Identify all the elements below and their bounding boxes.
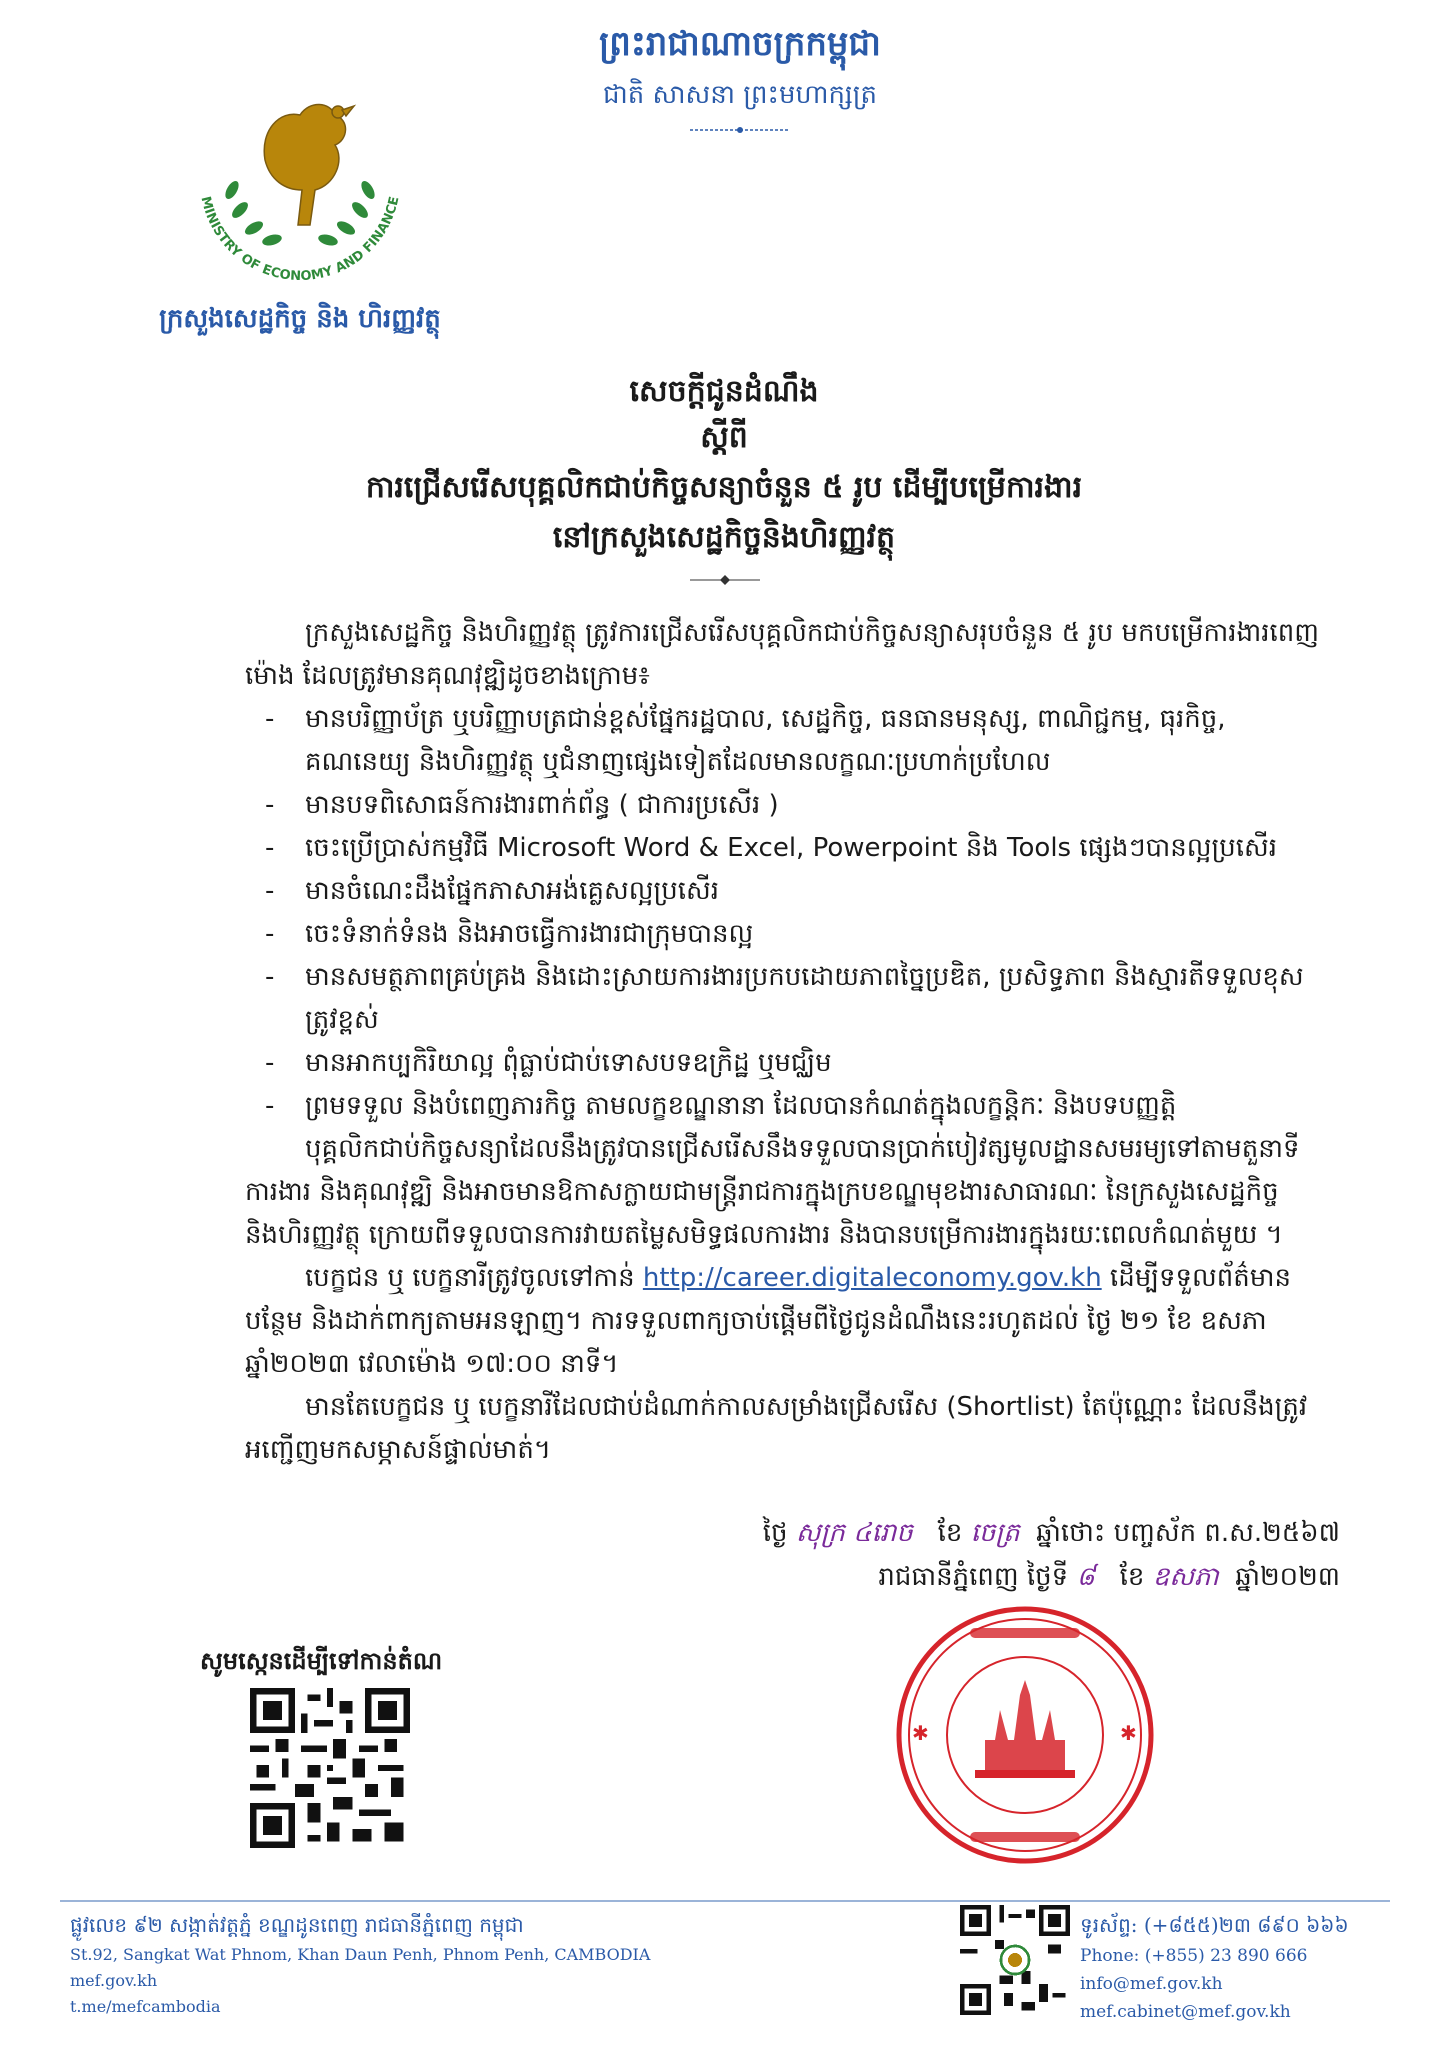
- qr-code-icon[interactable]: [250, 1688, 410, 1848]
- email-info-link[interactable]: info@mef.gov.kh: [1080, 1974, 1223, 1994]
- motto-ornament-icon: [690, 125, 790, 135]
- list-item: - មានបទពិសោធន៍ការងារពាក់ព័ន្ធ ( ជាការប្រសើរ ): [265, 790, 779, 820]
- list-item: - មានសមត្ថភាពគ្រប់គ្រង និងដោះស្រាយការងារប្រកបដោយភាពច្នៃប្រឌិត, ប្រសិទ្ធភាព និងស្មារតីទទួលខុសត្រូវខ្ពស់: [265, 962, 1304, 1035]
- footer-qr-code-icon[interactable]: [960, 1905, 1070, 2015]
- list-item: - មានបរិញ្ញាប័ត្រ ឬបរិញ្ញាបត្រជាន់ខ្ពស់ផ្នែករដ្ឋបាល, សេដ្ឋកិច្ច, ធនធានមនុស្ស, ពាណិជ្ជកម្ម, ធុរកិច្ច, គណនេយ្យ និងហិរញ្ញវត្ថុ ឬជំនាញផ្សេងទៀតដែលមានលក្ខណៈប្រហាក់ប្រហែល: [265, 704, 1226, 777]
- lunar-month-handwritten: ចេត្រ: [970, 1518, 1020, 1548]
- notice-subject-line2: នៅក្រសួងសេដ្ឋកិច្ចនិងហិរញ្ញវត្ថុ: [552, 520, 896, 555]
- telegram-link[interactable]: t.me/mefcambodia: [70, 1997, 221, 2016]
- address-khmer: ផ្លូវលេខ ៩២ សង្កាត់វត្តភ្នំ ខណ្ឌដូនពេញ រាជធានីភ្នំពេញ កម្ពុជា: [70, 1913, 524, 1937]
- lunar-date: ថ្ងៃ សុក្រ ៤រោច ខែ ចេត្រ ឆ្នាំថោះ បញ្ចស័ក ព.ស.២៥៦៧: [762, 1518, 1340, 1548]
- svg-text:✱: ✱: [1120, 1721, 1137, 1745]
- shortlist-paragraph: មានតែបេក្ខជន ឬ បេក្ខនារីដែលជាប់ដំណាក់កាលសម្រាំងជ្រើសរើស (Shortlist) តែប៉ុណ្ណោះ ដែលនឹងត្រូវអញ្ជើញមកសម្ភាសន៍ផ្ទាល់មាត់។: [245, 1392, 1308, 1465]
- title-ornament-icon: [690, 574, 760, 586]
- logo-caption: MINISTRY OF ECONOMY AND FINANCE: [197, 195, 403, 285]
- svg-text:✱: ✱: [912, 1721, 929, 1745]
- requirements-list: [245, 698, 1335, 1128]
- website-link[interactable]: mef.gov.kh: [70, 1971, 158, 1990]
- notice-title: សេចក្តីជូនដំណឹង: [629, 374, 819, 409]
- lunar-day-handwritten: សុក្រ ៤រោច: [795, 1518, 913, 1548]
- footer-divider: [60, 1900, 1390, 1902]
- ministry-name: ក្រសួងសេដ្ឋកិច្ច និង ហិរញ្ញវត្ថុ: [159, 304, 441, 334]
- list-item: - ព្រមទទួល និងបំពេញភារកិច្ច តាមលក្ខខណ្ឌនានា ដែលបានកំណត់ក្នុងលក្ខន្តិកៈ និងបទបញ្ញត្តិ: [265, 1091, 1177, 1121]
- list-item: - ចេះប្រើប្រាស់កម្មវិធី Microsoft Word & Excel, Powerpoint និង Tools ផ្សេងៗបានល្អប្រសើរ: [265, 833, 1278, 863]
- phone-english: Phone: (+855) 23 890 666: [1080, 1946, 1308, 1966]
- notice-body: [245, 612, 1335, 1472]
- solar-month-handwritten: ឧសភា: [1152, 1562, 1219, 1592]
- email-cabinet-link[interactable]: mef.cabinet@mef.gov.kh: [1080, 2002, 1291, 2022]
- ministry-logo-icon: [170, 40, 430, 300]
- national-motto: ជាតិ សាសនា ព្រះមហាក្សត្រ: [603, 80, 877, 110]
- kingdom-heading: ព្រះរាជាណាចក្រកម្ពុជា: [599, 24, 881, 64]
- phone-khmer: ទូរស័ព្ទ: (+៨៥៥)២៣ ៨៩០ ៦៦៦: [1080, 1913, 1349, 1937]
- list-item: - មានអាកប្បកិរិយាល្អ ពុំធ្លាប់ជាប់ទោសបទឧក្រិដ្ឋ ឬមជ្ឈិម: [265, 1048, 832, 1078]
- address-english: St.92, Sangkat Wat Phnom, Khan Daun Penh, Phnom Penh, CAMBODIA: [70, 1945, 651, 1964]
- footer-contact: [1080, 1908, 1400, 2026]
- solar-date: រាជធានីភ្នំពេញ ថ្ងៃទី ៨ ខែ ឧសភា ឆ្នាំ២០២៣: [878, 1562, 1340, 1592]
- official-seal-icon: [890, 1600, 1160, 1870]
- application-paragraph: បេក្ខជន ឬ បេក្ខនារីត្រូវចូលទៅកាន់ http://career.digitaleconomy.gov.kh ដើម្បីទទួលព័ត៌មានបន្ថែម និងដាក់ពាក្យតាមអនឡាញ។ ការទទួលពាក្យចាប់ផ្តើមពីថ្ងៃជូនដំណឹងនេះរហូតដល់ ថ្ងៃ ២១ ខែ ឧសភា ឆ្នាំ២០២៣ វេលាម៉ោង ១៧:០០ នាទី។: [245, 1263, 1291, 1379]
- salary-paragraph: បុគ្គលិកជាប់កិច្ចសន្យាដែលនឹងត្រូវបានជ្រើសរើសនឹងទទួលបានប្រាក់បៀវត្សមូលដ្ឋានសមរម្យទៅតាមតួនាទីការងារ និងគុណវុឌ្ឍិ និងអាចមានឱកាសក្លាយជាមន្ត្រីរាជការក្នុងក្របខណ្ឌមុខងារសាធារណៈ នៃក្រសួងសេដ្ឋកិច្ច និងហិរញ្ញវត្ថុ ក្រោយពីទទួលបានការវាយតម្លៃសមិទ្ធផលការងារ និងបានបម្រើការងារក្នុងរយៈពេលកំណត់មួយ ។: [245, 1134, 1300, 1250]
- intro-paragraph: ក្រសួងសេដ្ឋកិច្ច និងហិរញ្ញវត្ថុ ត្រូវការជ្រើសរើសបុគ្គលិកជាប់កិច្ចសន្យាសរុបចំនួន ៥ រូប មកបម្រើការងារពេញម៉ោង ដែលត្រូវមានគុណវុឌ្ឍិដូចខាងក្រោម៖: [245, 618, 1320, 691]
- notice-subject-label: ស្តីពី: [700, 420, 748, 455]
- notice-subject-line1: ការជ្រើសរើសបុគ្គលិកជាប់កិច្ចសន្យាចំនួន ៥ រូប ដើម្បីបម្រើការងារ: [365, 470, 1083, 505]
- list-item: - ចេះទំនាក់ទំនង និងអាចធ្វើការងារជាក្រុមបានល្អ: [265, 919, 754, 949]
- footer-address: [70, 1908, 670, 2020]
- scan-instruction: សូមស្កេនដើម្បីទៅកាន់តំណ: [200, 1647, 443, 1675]
- list-item: - មានចំណេះដឹងផ្នែកភាសាអង់គ្លេសល្អប្រសើរ: [265, 876, 719, 906]
- solar-day-handwritten: ៨: [1076, 1562, 1095, 1592]
- career-portal-link[interactable]: http://career.digitaleconomy.gov.kh: [642, 1263, 1102, 1293]
